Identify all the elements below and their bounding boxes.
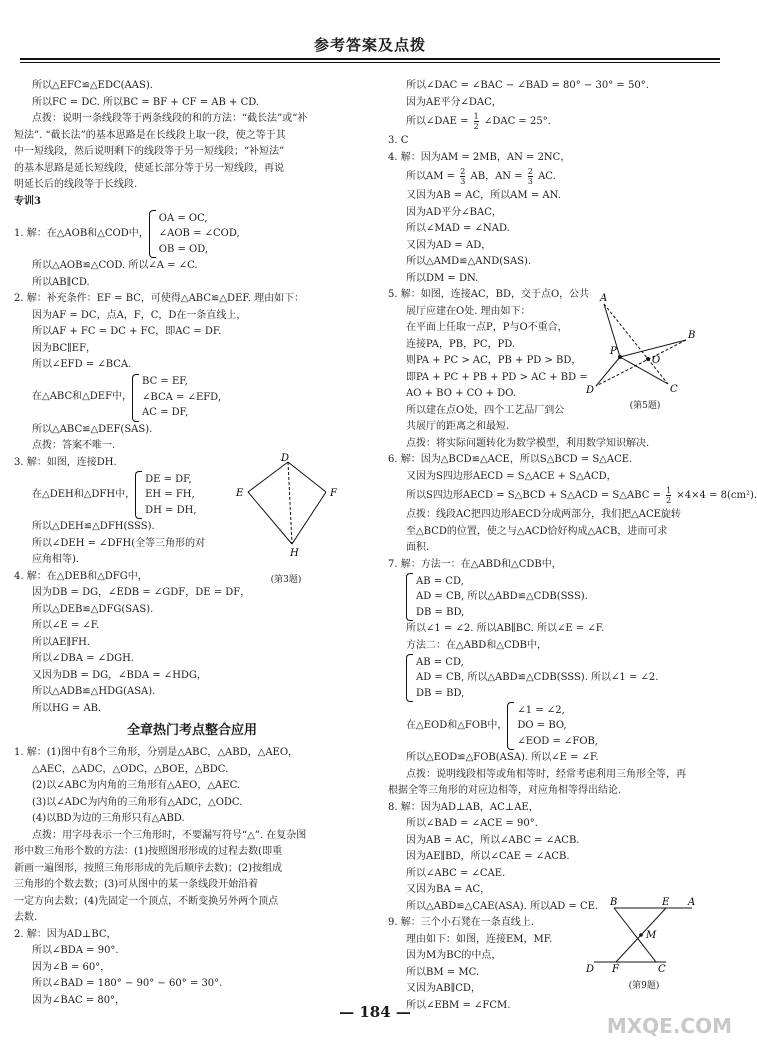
brace — [132, 374, 139, 422]
fraction — [460, 167, 465, 186]
figure-caption: (第3题) — [270, 575, 302, 585]
fraction-denominator: 3 — [460, 177, 466, 186]
figure-label: B — [610, 897, 618, 908]
condition: BC = EF, — [142, 376, 188, 388]
text-line: 所以△EOD≌△FOB(ASA). 所以∠E = ∠F. — [406, 752, 599, 763]
text-line: 7. 解：方法一：在△ABD和△CDB中， — [388, 558, 562, 570]
text-line: 因为AE∥BD，所以∠CAE = ∠ACB. — [406, 851, 570, 862]
text-line: 所以AB∥CD. — [32, 276, 90, 288]
tip-line: 点拨：说明一条线段等于两条线段的和的方法：“截长法”或“补 — [32, 113, 308, 124]
text-line: 所以AF + FC = DC + FC，即AC = DF. — [32, 326, 222, 337]
section-label: 专训3 — [14, 195, 41, 207]
condition: DB = BD, — [416, 687, 465, 699]
tip-line: 点拨：说明线段相等或角相等时，经常考虑利用三角形全等，再 — [406, 768, 686, 780]
text-line: 4. 解：在△DEB和△DFG中， — [14, 570, 148, 582]
condition: DO = BO, — [517, 720, 567, 732]
figure-9-diagram — [584, 896, 704, 978]
text-line: 因为DB = DG，∠EDB = ∠GDF，DE = DF， — [32, 587, 251, 598]
text-line: 3. C — [388, 135, 409, 146]
figure-label: A — [600, 293, 608, 304]
fraction-denominator: 3 — [527, 177, 533, 186]
text-line: 所以△ADB≌△HDG(ASA). — [32, 686, 156, 697]
text-line: △AEC，△ADC，△ODC，△BOE，△BDC. — [32, 763, 229, 775]
problem-2-condition — [14, 374, 370, 422]
right-column — [388, 78, 757, 1014]
text-line: AO + BO + CO + DO. — [406, 388, 517, 399]
figure-label: D — [586, 385, 595, 396]
text-line: 又因为BA = AC， — [406, 884, 491, 895]
tip-line: 点拨：用字母表示一个三角形时，不要漏写符号“△”. 在复杂图 — [32, 829, 307, 841]
text-line: 则PA + PC > AC，PB + PD > BD， — [406, 355, 582, 366]
brace — [135, 471, 142, 519]
figure-3-diagram — [226, 452, 346, 572]
figure-label: O — [652, 355, 661, 366]
figure-label: F — [612, 964, 619, 975]
figure-label: A — [688, 897, 696, 908]
condition: ∠EOD = ∠FOB, — [517, 735, 599, 747]
tip-line: 形中数三角形个数的方法：(1)按照图形形成的过程去数(即重 — [14, 846, 283, 857]
text-line: 因为BC∥EF， — [32, 342, 97, 354]
text-line: 4. 解：因为AM = 2MB，AN = 2NC， — [388, 151, 571, 163]
page-number: — 184 — — [339, 1003, 411, 1021]
figure-9 — [584, 896, 704, 992]
text-line: 所以∠BAD = 180° − 90° − 60° = 30°. — [32, 978, 223, 989]
text-line: 因为M为BC的中点， — [406, 950, 502, 961]
figure-3 — [226, 452, 346, 586]
figure-label: D — [586, 964, 595, 975]
text-line: 所以∠DBA = ∠DGH. — [32, 653, 134, 664]
text-fragment: AB，AN = — [470, 171, 523, 182]
condition: OB = OD, — [158, 243, 209, 255]
text-line: 所以∠MAD = ∠NAD. — [406, 223, 510, 234]
fraction-numerator: 2 — [527, 167, 533, 176]
text-line: 所以△EFC≌△EDC(AAS). — [32, 80, 153, 91]
text-line: 所以FC = DC. 所以BC = BF + CF = AB + CD. — [32, 96, 260, 108]
text-line: 所以建在点O处，四个工艺品厂到公 — [406, 404, 565, 416]
condition: ∠BCA = ∠EFD, — [142, 391, 222, 403]
text-line: (3)以∠ADC为内角的三角形有△ADC，△ODC. — [32, 796, 243, 808]
text-line: 5. 解：如图，连接AC，BD，交于点O，公共 — [388, 289, 590, 300]
text-line: 3. 解：如图，连接DH. — [14, 456, 117, 468]
text-line: 所以∠E = ∠F. — [32, 620, 100, 631]
text-fragment: ∠DAC = 25°. — [483, 116, 551, 127]
fraction-numerator: 1 — [473, 112, 479, 121]
figure-label: C — [658, 964, 666, 975]
text-line: 又因为AB∥CD， — [406, 983, 481, 994]
text-line: 所以∠DEH = ∠DFH(全等三角形的对 — [32, 537, 206, 549]
tip-line: 面积. — [406, 542, 430, 553]
figure-caption: (第9题) — [628, 981, 660, 991]
tip-line: 点拨：答案不唯一. — [32, 440, 116, 451]
figure-label: D — [281, 453, 290, 464]
problem-7-condition-1 — [388, 573, 733, 621]
text-line: 8. 解：因为AD⊥AB，AC⊥AE， — [388, 801, 539, 813]
figure-5-diagram — [586, 290, 704, 398]
page-title: 参考答案及点拨 — [313, 36, 426, 54]
text-line: 所以∠DAC = ∠BAC − ∠BAD = 80° − 30° = 50°. — [406, 80, 649, 91]
tip-line: 至△BCD的位置，使之与△ACD恰好构成△ACB，进而可求 — [406, 525, 668, 537]
text-line: 即PA + PC + PB + PD > AC + BD = — [406, 371, 588, 383]
text-fragment: 所以AM = — [406, 171, 456, 182]
text-line: 在平面上任取一点P，P与O不重合， — [406, 322, 568, 333]
text-line: 因为AF = DC，点A，F，C，D在一条直线上， — [32, 309, 247, 321]
text-line: 又因为AB = AC，所以AM = AN. — [406, 190, 561, 201]
header-rule — [20, 58, 720, 60]
condition: DB = BD, — [416, 606, 465, 618]
tip-line: 新画一遍图形，按照三角形形成的先后顺序去数)；(2)按组成 — [14, 862, 283, 874]
tip-line: 三角形的个数去数；(3)可从图中的某一条线段开始沿着 — [14, 879, 259, 890]
text-line: 又因为DB = DG，∠BDA = ∠HDG， — [32, 669, 207, 681]
condition: ∠1 = ∠2, — [517, 704, 565, 716]
text-line: 又因为AD = AD， — [406, 239, 492, 251]
text-line: 因为AE平分∠DAC， — [406, 96, 502, 108]
text-line: 在△EOD和△FOB中， — [406, 719, 508, 731]
text-line — [388, 111, 733, 133]
brace — [507, 702, 514, 750]
text-line: 因为AD平分∠BAC， — [406, 206, 502, 218]
header-rule-thin — [20, 62, 720, 63]
text-line: 所以∠EFD = ∠BCA. — [32, 359, 132, 370]
text-line: 连接PA，PB，PC，PD. — [406, 338, 516, 350]
fraction-denominator: 2 — [666, 496, 672, 505]
text-line: (2)以∠ABC为内角的三角形有△AEO，△AEC. — [32, 780, 241, 791]
text-line: 2. 解：补充条件：EF = BC，可使得△ABC≌△DEF. 理由如下： — [14, 293, 305, 304]
tip-line: 明延长后的线段等于长线段. — [14, 179, 138, 190]
fraction-numerator: 2 — [460, 167, 466, 176]
text-line: 所以△ABD≌△CAE(ASA). 所以AD = CE. — [406, 900, 599, 912]
text-line: 所以∠1 = ∠2. 所以AB∥BC. 所以∠E = ∠F. — [406, 623, 605, 634]
text-line: 理由如下：如图，连接EM，MF. — [406, 933, 553, 945]
brace — [406, 654, 413, 702]
text-line: 所以HG = AB. — [32, 702, 102, 714]
figure-label: B — [688, 330, 696, 341]
tip-line: 一定方向去数；(4)先固定一个顶点，不断变换另外两个顶点 — [14, 895, 279, 907]
fraction — [528, 167, 533, 186]
text-line: 因为∠B = 60°， — [32, 961, 111, 973]
text-line: 9. 解：三个小石凳在一条直线上. — [388, 917, 534, 928]
text-line: 所以BM = MC. — [406, 966, 480, 978]
text-line: 6. 解：因为△BCD≌△ACE，所以S△BCD = S△ACE. — [388, 454, 633, 465]
brace — [149, 210, 156, 258]
fraction-denominator: 2 — [473, 122, 479, 131]
problem-1-condition — [14, 210, 370, 258]
fraction — [666, 486, 671, 505]
text-line: 所以△AMD≌△AND(SAS). — [406, 256, 532, 267]
text-line: 所以DM = DN. — [406, 272, 479, 284]
condition: DH = DH, — [145, 504, 197, 516]
text-line: 共展厅的距离之和最短. — [406, 421, 510, 432]
text-line: (4)以BD为边的三角形只有△ABD. — [32, 813, 185, 824]
text-fragment: ×4×4 = 8(cm²). — [676, 490, 757, 501]
text-line: 因为AB = AC，所以∠ABC = ∠ACB. — [406, 834, 580, 846]
condition: AD = CB, 所以△ABD≌△CDB(SSS). — [416, 591, 588, 603]
figure-label: E — [236, 488, 244, 499]
figure-label: C — [670, 384, 678, 395]
fraction-numerator: 1 — [666, 486, 672, 495]
tip-line: 点拨：线段AC把四边形AECD分成两部分，我们把△ACE旋转 — [406, 509, 681, 520]
text-line — [388, 166, 733, 188]
problem-7-condition-2 — [388, 654, 733, 702]
text-line: 1. 解：在△AOB和△COD中， — [14, 227, 149, 239]
text-line: 所以AE∥FH. — [32, 636, 90, 648]
brace — [406, 573, 413, 621]
figure-5 — [586, 290, 704, 414]
tip-line: 点拨：将实际问题转化为数学模型，利用数学知识解决. — [406, 437, 650, 449]
figure-label: P — [610, 346, 617, 357]
text-line: 所以∠BAD = ∠ACE = 90°. — [406, 818, 538, 829]
figure-label: M — [646, 930, 657, 941]
condition: AB = CD, — [416, 575, 464, 587]
tip-line: 去数. — [14, 912, 38, 923]
text-fragment: 所以∠DAE = — [406, 116, 469, 127]
text-line: 应角相等). — [32, 554, 80, 565]
condition: AB = CD, — [416, 656, 464, 668]
text-line: 所以△AOB≌△COD. 所以∠A = ∠C. — [32, 260, 198, 271]
text-line: 因为∠BAC = 80°， — [32, 994, 126, 1006]
problem-7-condition-3 — [388, 702, 733, 750]
page-header — [20, 14, 720, 62]
text-line: 所以△ABC≌△DEF(SAS). — [32, 423, 153, 435]
figure-caption: (第5题) — [629, 401, 661, 411]
text-line: 所以∠BDA = 90°. — [32, 945, 119, 956]
text-line: 1. 解：(1)图中有8个三角形，分别是△ABC，△ABD，△AEO， — [14, 747, 299, 758]
figure-label: H — [290, 548, 299, 559]
text-line: 展厅应建在O处. 理由如下： — [406, 305, 531, 317]
tip-line: 中一短线段，然后说明剩下的线段等于另一短线段；“补短法” — [14, 146, 285, 157]
text-line: 2. 解：因为AD⊥BC， — [14, 928, 117, 940]
text-line: 所以△DEB≌△DFG(SAS). — [32, 603, 154, 615]
tip-line: 根据全等三角形的对应边相等，对应角相等得出结论. — [388, 785, 622, 796]
tip-line: 的基本思路是延长短线段，使延长部分等于另一短线段，再说 — [14, 162, 284, 174]
text-line — [388, 485, 757, 507]
condition: OA = OC, — [158, 212, 208, 224]
text-line: 所以∠ABC = ∠CAE. — [406, 867, 506, 879]
text-fragment: AC. — [538, 171, 556, 182]
text-line: 在△DEH和△DFH中， — [32, 488, 136, 500]
watermark: MXQE.COM — [606, 1014, 732, 1038]
text-line: 在△ABC和△DEF中， — [32, 391, 133, 403]
condition: ∠AOB = ∠COD, — [158, 228, 240, 240]
condition: AD = CB, 所以△ABD≌△CDB(SSS). 所以∠1 = ∠2. — [416, 672, 659, 684]
tip-line: 短法”. “截长法”的基本思路是在长线段上取一段，使之等于其 — [14, 129, 286, 141]
condition: DE = DF, — [145, 473, 192, 485]
text-line: 所以△DEH≌△DFH(SSS). — [32, 521, 155, 532]
text-line: 所以∠EBM = ∠FCM. — [406, 999, 511, 1011]
text-line: 又因为S四边形AECD = S△ACE + S△ACD， — [406, 470, 617, 482]
text-line: 方法二：在△ABD和△CDB中， — [406, 639, 547, 651]
text-fragment: 所以S四边形AECD = S△BCD + S△ACD = S△ABC = — [406, 490, 661, 501]
condition: EH = FH, — [145, 489, 195, 501]
section-heading: 全章热门考点整合应用 — [126, 723, 257, 738]
condition: AC = DF, — [142, 407, 189, 419]
figure-label: E — [662, 897, 670, 908]
fraction — [474, 112, 479, 131]
figure-label: F — [330, 488, 337, 499]
